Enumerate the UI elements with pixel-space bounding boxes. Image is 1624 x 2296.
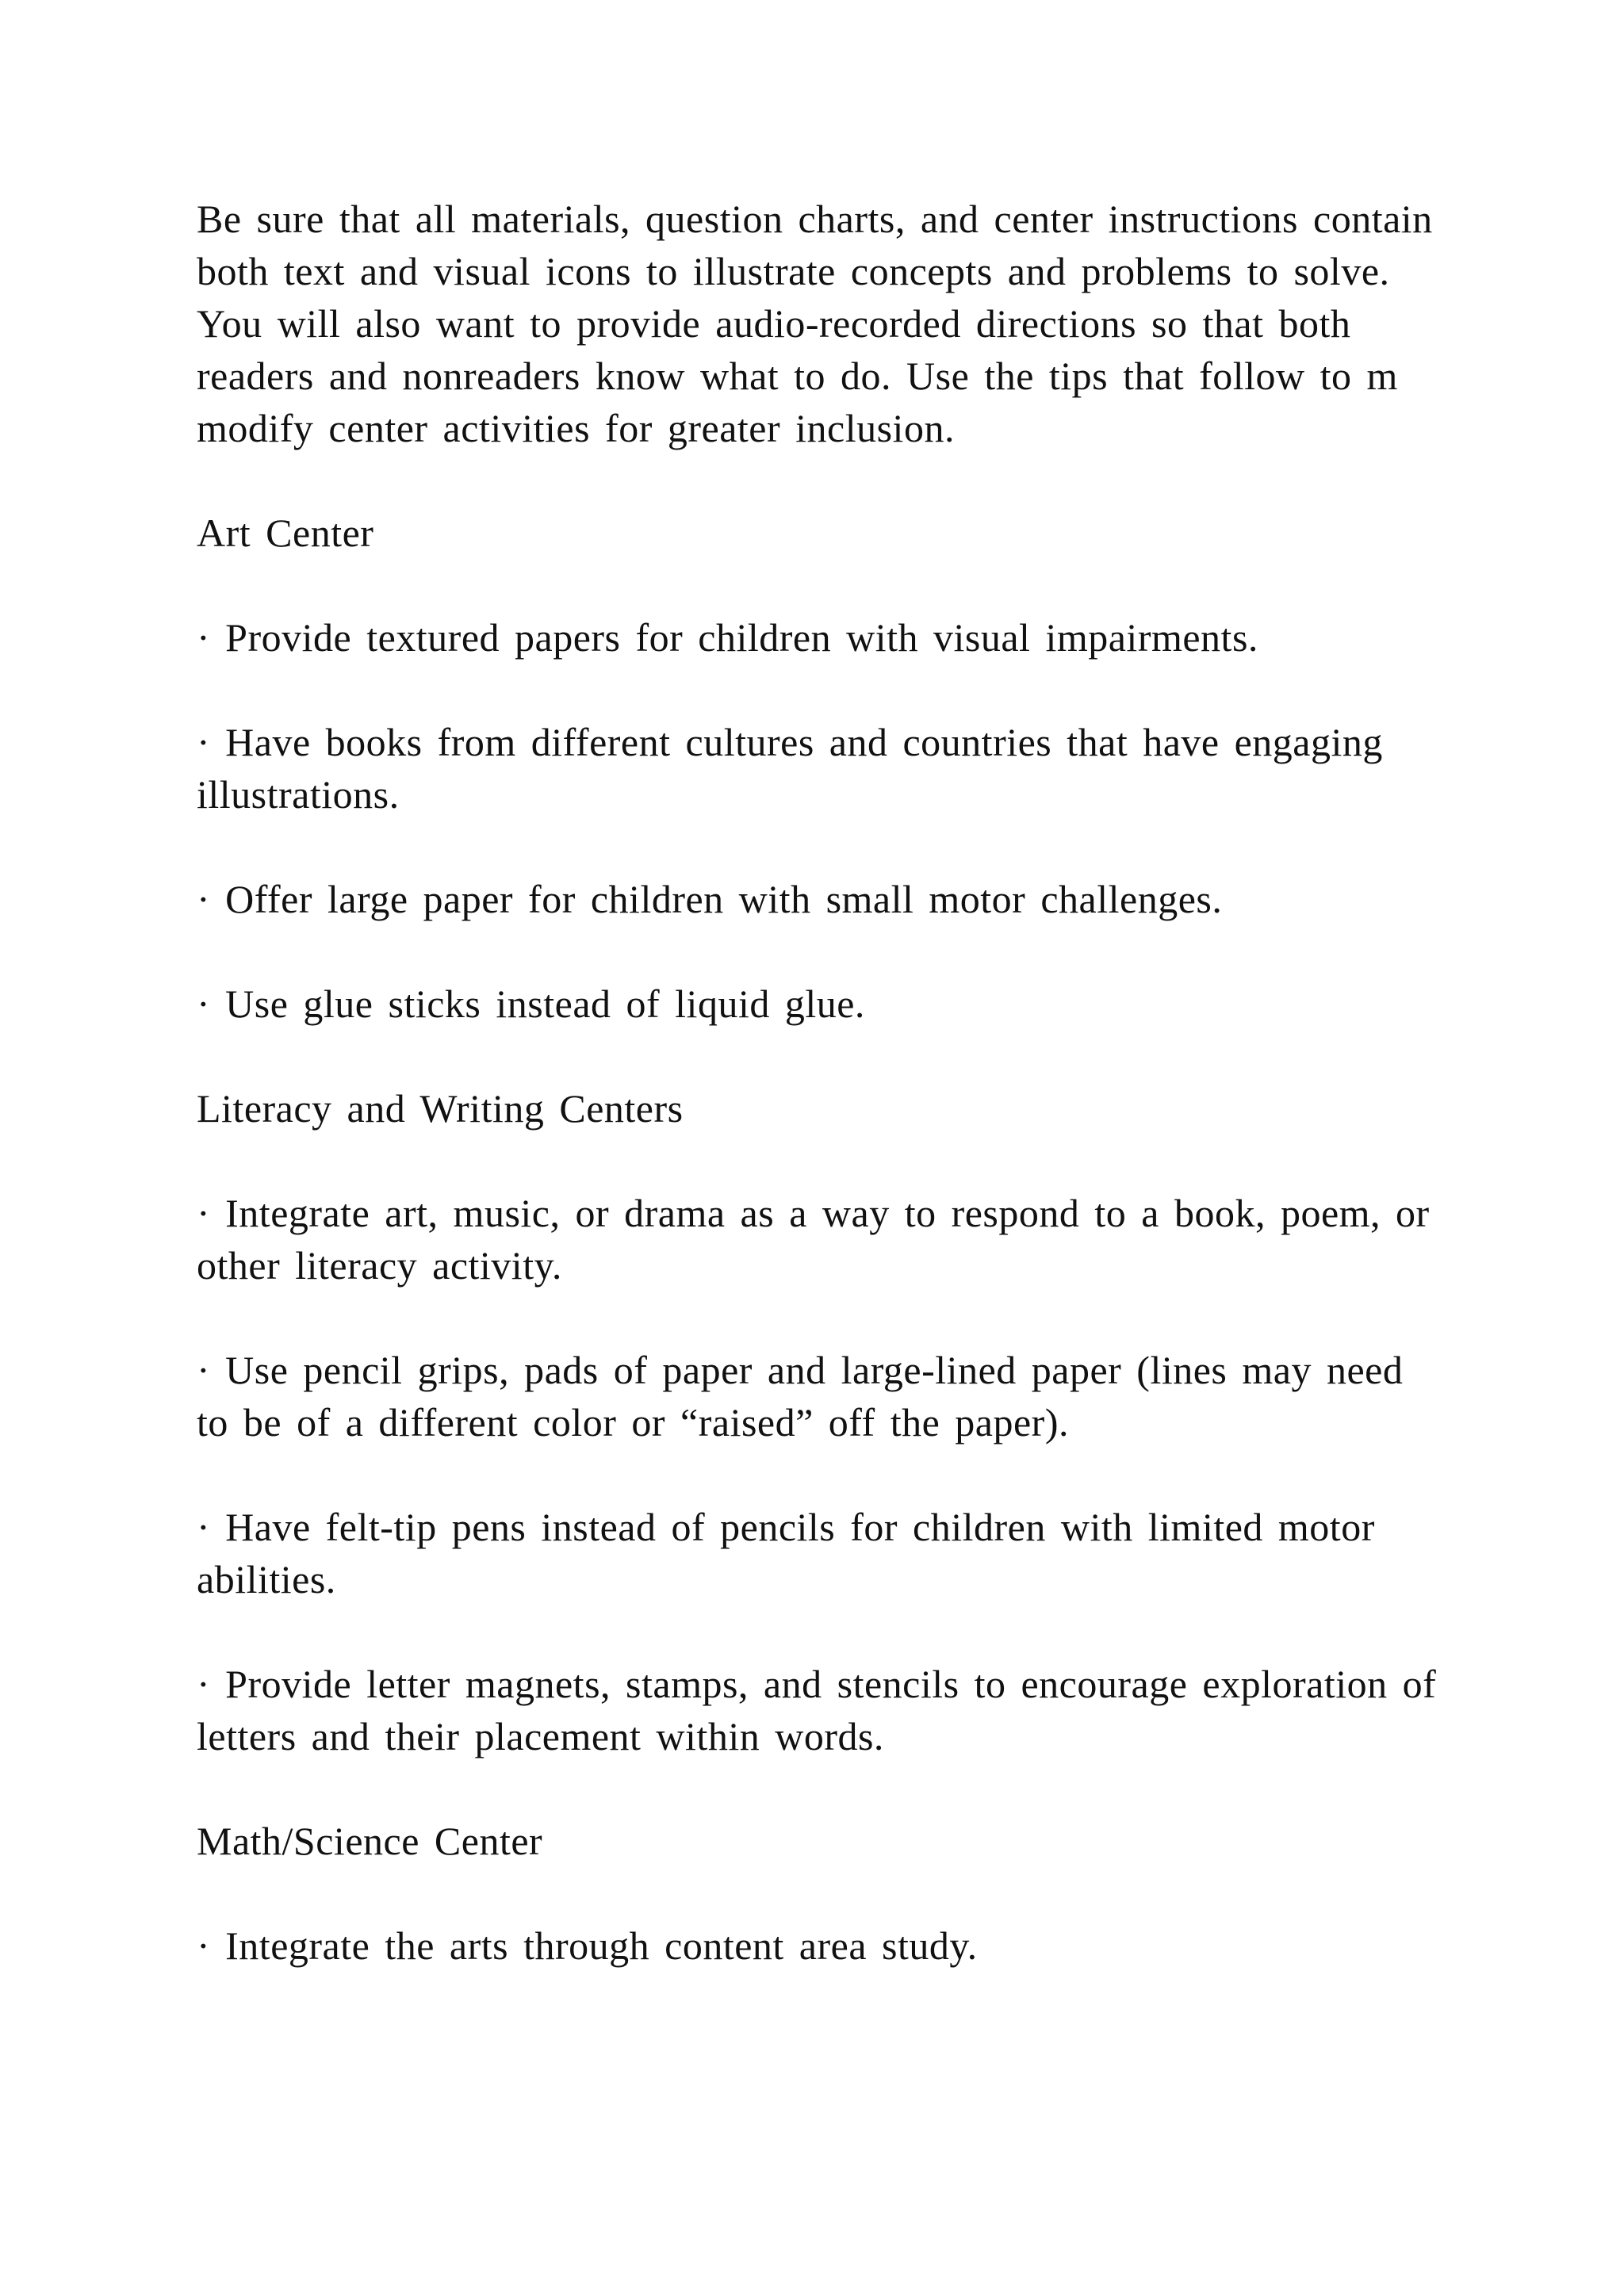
- section-heading-art-center: Art Center: [197, 511, 374, 555]
- section-heading-literacy-writing: Literacy and Writing Centers: [197, 1086, 684, 1131]
- bullet-pencil-grips: · Use pencil grips, pads of paper and large-lined paper (lines may need to be of a different color or “raised” off the paper).: [197, 1348, 1404, 1445]
- bullet-textured-papers: · Provide textured papers for children with visual impairments.: [197, 615, 1258, 660]
- bullet-glue-sticks: · Use glue sticks instead of liquid glue.: [197, 982, 865, 1026]
- bullet-books-cultures: · Have books from different cultures and countries that have engaging illustrations.: [197, 720, 1383, 817]
- bullet-integrate-art-music: · Integrate art, music, or drama as a way to respond to a book, poem, or other literacy activity.: [197, 1191, 1430, 1288]
- document-body: [197, 193, 1450, 2024]
- bullet-felt-tip-pens: · Have felt-tip pens instead of pencils for children with limited motor abilities.: [197, 1505, 1375, 1601]
- bullet-integrate-arts: · Integrate the arts through content area study.: [197, 1923, 978, 1968]
- intro-paragraph: Be sure that all materials, question charts, and center instructions contain both text and visual icons to illustrate concepts and problems to solve. You will also want to provide audio-recorded directions so that both readers and nonreaders know what to do. Use the tips that follow to m modify center activities for greater inclusion.: [197, 197, 1433, 450]
- bullet-large-paper: · Offer large paper for children with small motor challenges.: [197, 877, 1223, 921]
- section-heading-math-science: Math/Science Center: [197, 1819, 543, 1863]
- bullet-letter-magnets: · Provide letter magnets, stamps, and stencils to encourage exploration of letters and their placement within words.: [197, 1662, 1437, 1758]
